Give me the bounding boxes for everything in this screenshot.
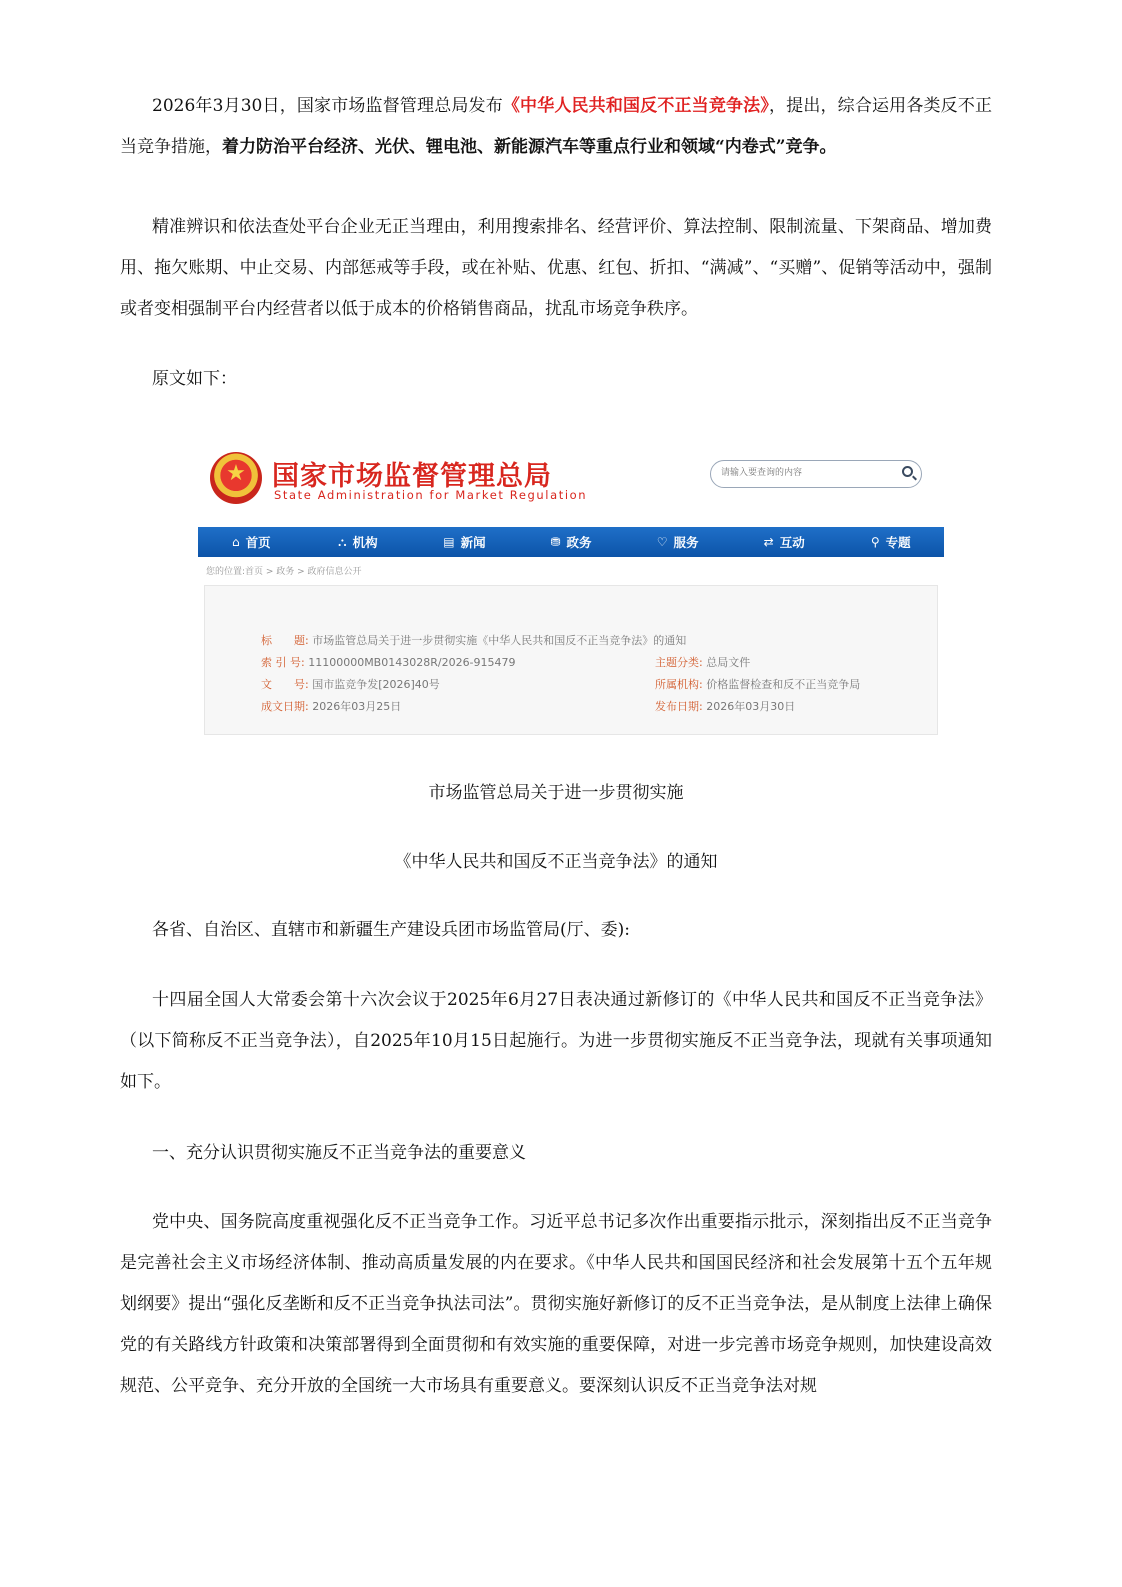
notice-heading-line-2: 《中华人民共和国反不正当竞争法》的通知 bbox=[394, 852, 718, 872]
nav-label: 专题 bbox=[885, 535, 911, 550]
body-paragraph-2: 党中央、国务院高度重视强化反不正当竞争工作。习近平总书记多次作出重要指示批示，深刻指出反不正当竞争是完善社会主义市场经济体制、推动高质量发展的内在要求。《中华人民共和国国民经济和社会发展第十五个五年规划纲要》提出“强化反垄断和反不正当竞争执法司法”。贯彻实施好新修订的反不正当竞争法，是从制度上法律上确保党的有关路线方针政策和决策部署得到全面贯彻和有效实施的重要保障，对进一步完善市场竞争规则，加快建设高效规范、公平竞争、充分开放的全国统一大市场具有重要意义。要深刻认识反不正当竞争法对规 bbox=[120, 1212, 992, 1396]
national-emblem-icon bbox=[210, 452, 262, 504]
meta-label: 文 号: bbox=[261, 678, 309, 691]
meta-written-date-row bbox=[261, 698, 401, 714]
home-icon: ⌂ bbox=[231, 535, 240, 549]
section-heading-1: 一、充分认识贯彻实施反不正当竞争法的重要意义 bbox=[152, 1143, 526, 1163]
meta-value: 2026年03月25日 bbox=[312, 700, 402, 713]
nav-label: 政务 bbox=[566, 535, 592, 550]
nav-item-home[interactable] bbox=[198, 527, 305, 557]
meta-index-row bbox=[261, 654, 516, 670]
search-icon[interactable] bbox=[902, 466, 913, 477]
notice-heading-line-1: 市场监管总局关于进一步贯彻实施 bbox=[428, 783, 684, 803]
salutation: 各省、自治区、直辖市和新疆生产建设兵团市场监管局(厅、委): bbox=[152, 920, 630, 940]
nav-label: 互动 bbox=[779, 535, 805, 550]
meta-label: 标 题: bbox=[261, 634, 309, 647]
nav-item-topics[interactable] bbox=[837, 527, 944, 557]
nav-item-services[interactable] bbox=[624, 527, 731, 557]
nav-item-news[interactable] bbox=[411, 527, 518, 557]
intro-paragraph-2: 精准辨识和依法查处平台企业无正当理由，利用搜索排名、经营评价、算法控制、限制流量、下架商品、增加费用、拖欠账期、中止交易、内部惩戒等手段，或在补贴、优惠、红包、折扣、“满减”、“买赠”、促销等活动中，强制或者变相强制平台内经营者以低于成本的价格销售商品，扰乱市场竞争秩序。 bbox=[120, 217, 992, 319]
organization-icon: ⛬ bbox=[338, 534, 347, 549]
meta-label: 所属机构: bbox=[655, 678, 703, 691]
main-nav bbox=[198, 527, 944, 557]
meta-value: 2026年03月30日 bbox=[706, 700, 796, 713]
meta-category-row bbox=[655, 654, 750, 670]
site-header bbox=[198, 440, 944, 526]
nav-label: 机构 bbox=[352, 535, 378, 550]
intro-bold-text: 着力防治平台经济、光伏、锂电池、新能源汽车等重点行业和领域“内卷式”竞争。 bbox=[222, 137, 837, 157]
site-subtitle: State Administration for Market Regulation bbox=[274, 488, 588, 502]
body-paragraph-1: 十四届全国人大常委会第十六次会议于2025年6月27日表决通过新修订的《中华人民共和国反不正当竞争法》（以下简称反不正当竞争法），自2025年10月15日起施行。为进一步贯彻实施反不正当竞争法，现就有关事项通知如下。 bbox=[120, 990, 992, 1092]
interaction-icon: ⇄ bbox=[763, 535, 774, 549]
search-input[interactable] bbox=[721, 464, 891, 482]
site-title: 国家市场监督管理总局 bbox=[272, 461, 552, 492]
heart-icon: ♡ bbox=[656, 535, 668, 549]
law-title-link[interactable]: 《中华人民共和国反不正当竞争法》 bbox=[502, 96, 770, 116]
meta-value: 总局文件 bbox=[706, 656, 751, 669]
intro-paragraph-3: 原文如下： bbox=[152, 369, 237, 389]
news-icon: ▤ bbox=[443, 535, 455, 549]
search-box bbox=[710, 460, 922, 488]
meta-label: 发布日期: bbox=[655, 700, 703, 713]
government-affairs-icon: ⛃ bbox=[550, 535, 561, 549]
website-screenshot bbox=[198, 440, 944, 736]
intro-text-a: 2026年3月30日，国家市场监督管理总局发布 bbox=[152, 96, 503, 116]
meta-label: 主题分类: bbox=[655, 656, 703, 669]
meta-doc-number-row bbox=[261, 676, 440, 692]
meta-value: 市场监管总局关于进一步贯彻实施《中华人民共和国反不正当竞争法》的通知 bbox=[312, 634, 687, 647]
nav-item-government-affairs[interactable] bbox=[518, 527, 625, 557]
intro-paragraph-1 bbox=[120, 86, 992, 168]
breadcrumb[interactable]: 您的位置:首页 > 政务 > 政府信息公开 bbox=[206, 567, 362, 577]
topics-icon: ⚲ bbox=[870, 535, 880, 549]
intro-text-b: ，提出，综合运用各类反不正当竞争措施， bbox=[120, 96, 993, 157]
meta-value: 价格监督检查和反不正当竞争局 bbox=[706, 678, 861, 691]
nav-item-organization[interactable] bbox=[305, 527, 412, 557]
nav-label: 首页 bbox=[245, 535, 271, 550]
meta-organization-row bbox=[655, 676, 860, 692]
nav-label: 新闻 bbox=[460, 535, 486, 550]
document-metadata-panel bbox=[204, 585, 938, 735]
nav-item-interaction[interactable] bbox=[731, 527, 838, 557]
meta-value: 国市监竞争发[2026]40号 bbox=[312, 678, 440, 691]
meta-label: 索 引 号: bbox=[261, 656, 305, 669]
meta-publish-date-row bbox=[655, 698, 795, 714]
meta-title-row bbox=[261, 632, 686, 648]
meta-label: 成文日期: bbox=[261, 700, 309, 713]
meta-value: 11100000MB0143028R/2026-915479 bbox=[308, 656, 516, 669]
nav-label: 服务 bbox=[673, 535, 699, 550]
